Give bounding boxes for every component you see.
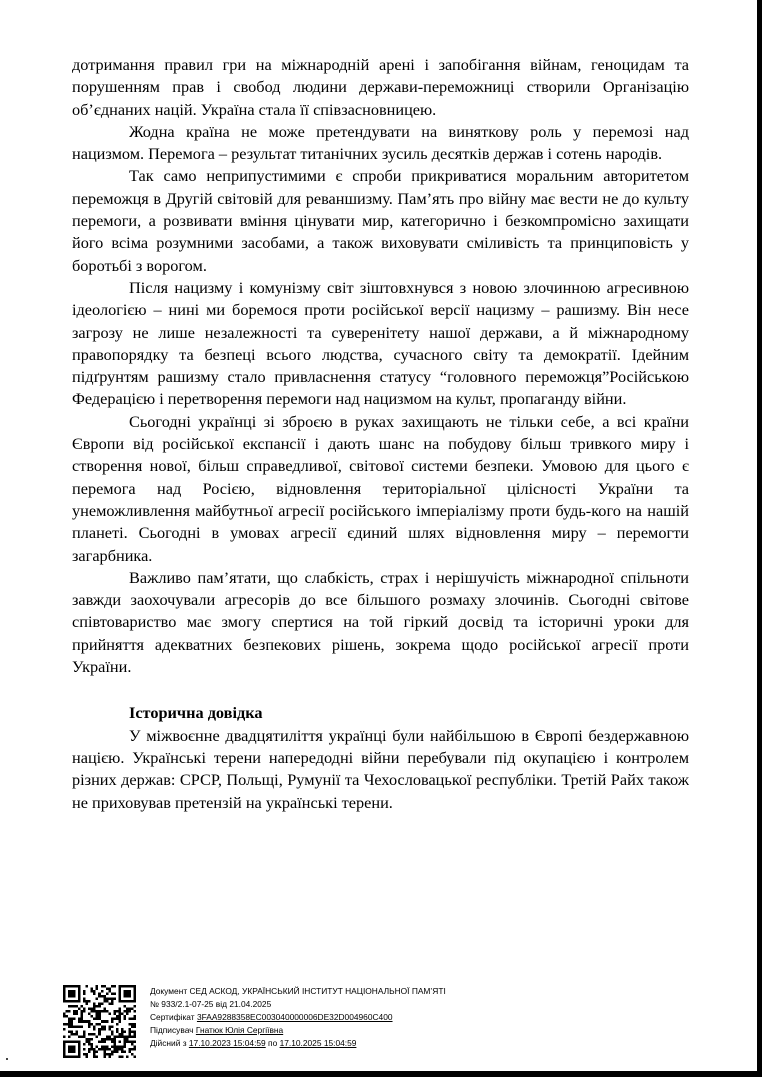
paragraph-5: Сьогодні українці зі зброєю в руках захищають не тільки себе, а всі країни Європи від російської експансії і дають шанс на побудову більш тривкого миру і створення нової, більш справедливої, світової системи безпеки. Умовою для цього є перемога над Росією, відновлення територіальної цілісності України та унеможливлення майбутньої агресії російського імперіалізму проти будь-кого на нашій планеті. Сьогодні в умовах агресії єдиний шлях відновлення миру – перемогти загарбника. <box>72 411 689 565</box>
paragraph-7: У міжвоєнне двадцятиліття українці були найбільшою в Європі бездержавною нацією. Українські терени напередодні війни перебували під окупацією і контролем різних держав: СРСР, Польщі, Румунії та Чехословацької республіки. Третій Райх також не приховував претензій на українські терени. <box>72 725 689 812</box>
paragraph-4: Після нацизму і комунізму світ зіштовхнувся з новою злочинною агресивною ідеологією – нині ми боремося проти російської версії нацизму – рашизму. Він несе загрозу не лише незалежності та суверенітету нашої держави, а й міжнародному правопорядку та безпеці всього людства, сучасного світу та демократії. Ідейним підґрунтям рашизму стало привласнення статусу “головного переможця”Російською Федерацією і перетворення перемоги над нацизмом на культ, пропаганду війни. <box>72 277 689 409</box>
validity-mid: по <box>265 1037 280 1048</box>
stamp-line-signer <box>150 1024 446 1037</box>
stamp-line-validity <box>150 1037 446 1050</box>
certificate-value: 3FAA9288358EC003040000006DE32D004960C400 <box>196 1011 393 1022</box>
qr-code-icon <box>63 985 136 1058</box>
signature-stamp <box>150 985 446 1050</box>
valid-to: 17.10.2025 15:04:59 <box>279 1037 357 1048</box>
validity-label: Дійсний з <box>150 1037 189 1048</box>
valid-from: 17.10.2023 15:04:59 <box>188 1037 266 1048</box>
signer-value: Гнатюк Юлія Сергіївна <box>195 1024 284 1035</box>
signer-label: Підписувач <box>150 1024 196 1035</box>
paragraph-1: дотримання правил гри на міжнародній арені і запобігання війнам, геноцидам та порушенням прав і свобод людини держави-переможниці створили Організацію об’єднаних націй. Україна стала її співзасновницею. <box>72 55 689 119</box>
paragraph-3: Так само неприпустимими є спроби прикриватися моральним авторитетом переможця в Другій світовій для реваншизму. Пам’ять про війну має вести не до культу перемоги, а розвивати вміння цінувати мир, категорично і безкомпромісно захищати його всіма розумними засобами, а також виховувати сміливість та принциповість у боротьбі з ворогом. <box>72 166 689 275</box>
stamp-line-certificate <box>150 1011 446 1024</box>
stamp-line-number: № 933/2.1-07-25 від 21.04.2025 <box>150 998 272 1009</box>
section-heading: Історична довідка <box>129 703 263 723</box>
scan-mark <box>6 1058 8 1060</box>
paragraph-6: Важливо пам’ятати, що слабкість, страх і нерішучість міжнародної спільноти завжди заохочували агресорів до все більшого розмаху злочинів. Сьогодні світове співтовариство має змогу спертися на той гіркий досвід та історичні уроки для прийняття адекватних безпекових рішень, зокрема щодо російської агресії проти України. <box>72 567 689 677</box>
stamp-line-document: Документ СЕД АСКОД, УКРАЇНСЬКИЙ ІНСТИТУТ НАЦІОНАЛЬНОЇ ПАМ’ЯТІ <box>150 986 446 996</box>
certificate-label: Сертифікат <box>150 1011 197 1022</box>
body-text <box>72 54 689 814</box>
paragraph-2: Жодна країна не може претендувати на виняткову роль у перемозі над нацизмом. Перемога – результат титанічних зусиль десятків держав і сотень народів. <box>72 121 689 164</box>
